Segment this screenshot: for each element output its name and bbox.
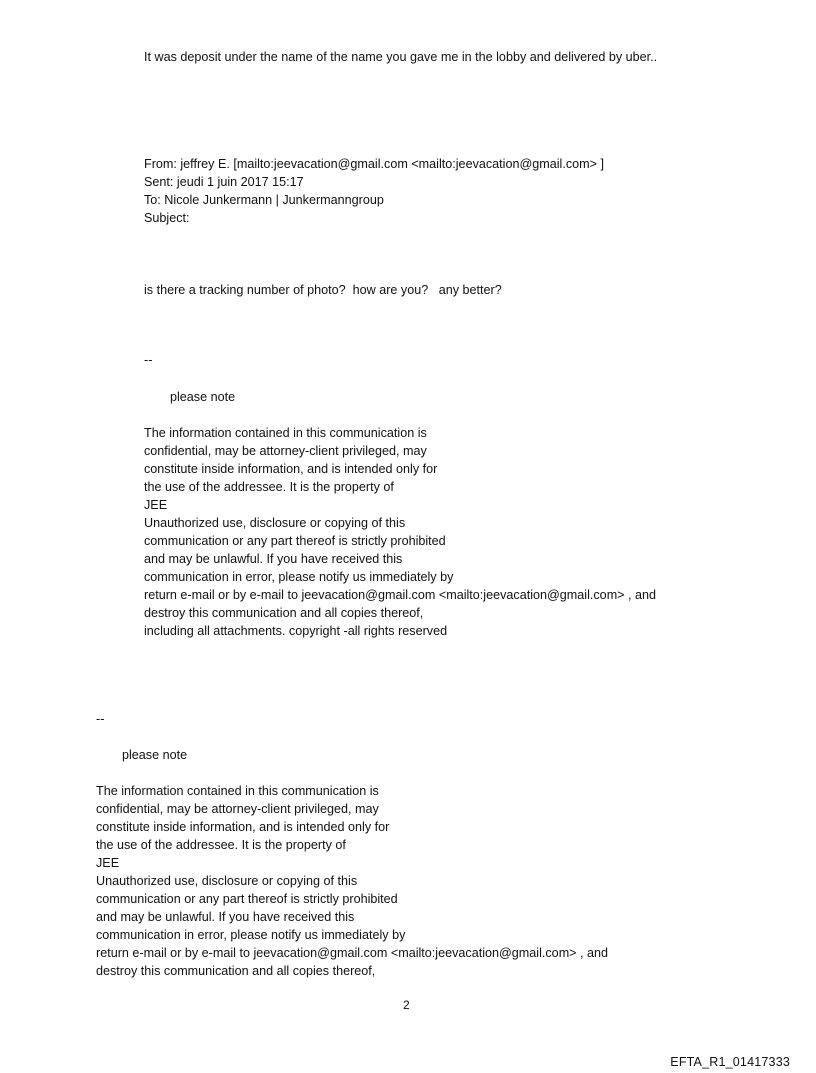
outer-separator: -- xyxy=(96,712,105,726)
header-sent: Sent: jeudi 1 juin 2017 15:17 xyxy=(144,175,304,189)
body-message: is there a tracking number of photo? how are you? any better? xyxy=(144,283,502,297)
page-number: 2 xyxy=(403,998,410,1012)
header-from: From: jeffrey E. [mailto:jeevacation@gmail.com <mailto:jeevacation@gmail.com> ] xyxy=(144,157,604,171)
quoted-note-heading: please note xyxy=(170,390,236,404)
quoted-line: return e-mail or by e-mail to jeevacation@gmail.com <mailto:jeevacation@gmail.com> , and xyxy=(144,588,657,602)
outer-line: and may be unlawful. If you have received this xyxy=(96,910,355,924)
outer-line: The information contained in this communication is xyxy=(96,784,379,798)
outer-line: Unauthorized use, disclosure or copying of this xyxy=(96,874,358,888)
outer-line: destroy this communication and all copies thereof, xyxy=(96,964,376,978)
outer-line: return e-mail or by e-mail to jeevacation@gmail.com <mailto:jeevacation@gmail.com> , and xyxy=(96,946,609,960)
quoted-line: Unauthorized use, disclosure or copying of this xyxy=(144,516,406,530)
quoted-line: including all attachments. copyright -all rights reserved xyxy=(144,624,448,638)
quoted-separator: -- xyxy=(144,353,153,367)
quoted-line: confidential, may be attorney-client privileged, may xyxy=(144,444,427,458)
outer-line: the use of the addressee. It is the property of xyxy=(96,838,346,852)
outer-line: constitute inside information, and is intended only for xyxy=(96,820,390,834)
quoted-line: destroy this communication and all copies thereof, xyxy=(144,606,424,620)
outer-line: confidential, may be attorney-client privileged, may xyxy=(96,802,379,816)
outer-line: communication in error, please notify us immediately by xyxy=(96,928,406,942)
quoted-line: JEE xyxy=(144,498,168,512)
document-id: EFTA_R1_01417333 xyxy=(670,1055,790,1069)
outer-note-heading: please note xyxy=(122,748,188,762)
quoted-line: constitute inside information, and is intended only for xyxy=(144,462,438,476)
quoted-line: communication or any part thereof is strictly prohibited xyxy=(144,534,446,548)
header-subject: Subject: xyxy=(144,211,190,225)
quoted-line: communication in error, please notify us immediately by xyxy=(144,570,454,584)
quoted-line: the use of the addressee. It is the property of xyxy=(144,480,394,494)
outer-line: JEE xyxy=(96,856,120,870)
quoted-line: and may be unlawful. If you have received this xyxy=(144,552,403,566)
outer-line: communication or any part thereof is strictly prohibited xyxy=(96,892,398,906)
top-message: It was deposit under the name of the name you gave me in the lobby and delivered by uber.. xyxy=(144,50,658,64)
quoted-line: The information contained in this communication is xyxy=(144,426,427,440)
header-to: To: Nicole Junkermann | Junkermanngroup xyxy=(144,193,384,207)
